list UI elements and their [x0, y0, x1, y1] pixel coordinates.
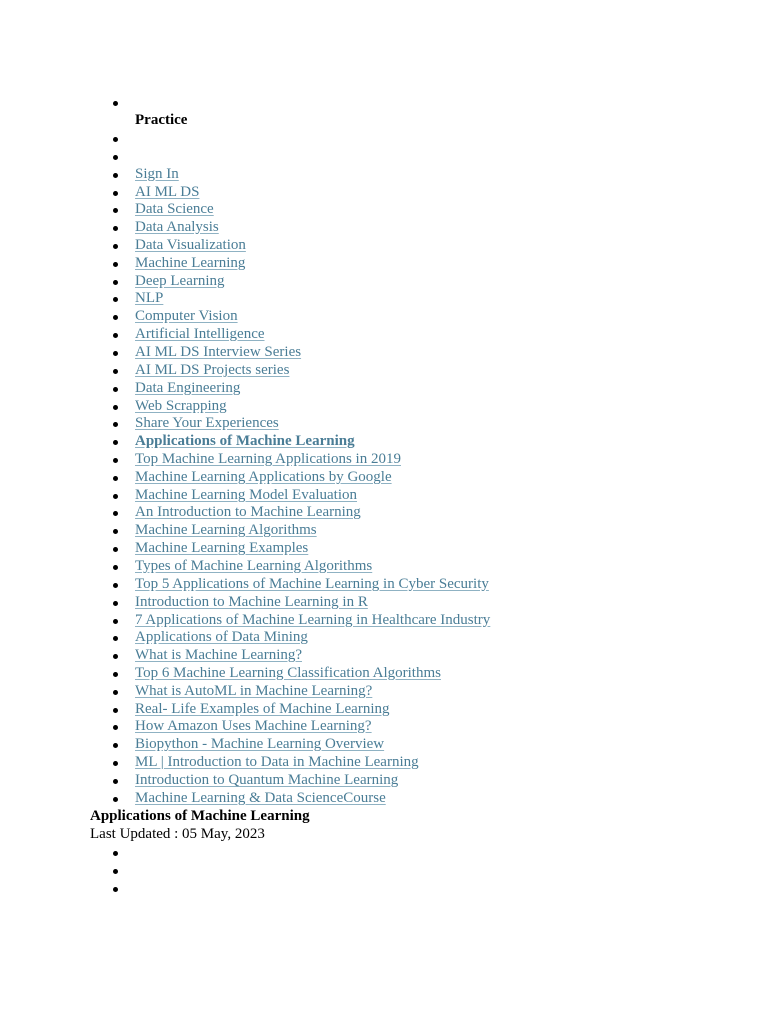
article-title: Applications of Machine Learning [90, 808, 310, 824]
list-item [0, 325, 768, 343]
list-item [0, 539, 768, 557]
nav-link-data-analysis[interactable]: Data Analysis [135, 219, 219, 235]
nav-link-types-of-ml-algorithms[interactable]: Types of Machine Learning Algorithms [135, 558, 373, 574]
list-item [0, 753, 768, 771]
nav-link-ml-cyber-security[interactable]: Top 5 Applications of Machine Learning in Cyber Security [135, 576, 489, 592]
nav-link-intro-to-ml[interactable]: An Introduction to Machine Learning [135, 504, 361, 520]
nav-link-computer-vision[interactable]: Computer Vision [135, 308, 238, 324]
list-bullet [0, 129, 768, 147]
list-item [0, 432, 768, 450]
nav-link-top-ml-applications-2019[interactable]: Top Machine Learning Applications in 2019 [135, 451, 401, 467]
list-item [0, 611, 768, 629]
nav-link-ml-in-r[interactable]: Introduction to Machine Learning in R [135, 594, 368, 610]
list-item [0, 468, 768, 486]
nav-link-machine-learning[interactable]: Machine Learning [135, 255, 246, 271]
list-item [0, 486, 768, 504]
nav-link-ml-data-intro[interactable]: ML | Introduction to Data in Machine Learning [135, 754, 419, 770]
list-item [0, 414, 768, 432]
list-item [0, 503, 768, 521]
nav-link-projects-series[interactable]: AI ML DS Projects series [135, 362, 290, 378]
nav-link-ml-healthcare[interactable]: 7 Applications of Machine Learning in Healthcare Industry [135, 612, 491, 628]
list-item [0, 218, 768, 236]
list-item [0, 343, 768, 361]
list-bullet [0, 93, 768, 111]
nav-link-classification-algorithms[interactable]: Top 6 Machine Learning Classification Algorithms [135, 665, 441, 681]
nav-link-deep-learning[interactable]: Deep Learning [135, 273, 225, 289]
list-item [0, 682, 768, 700]
list-item [0, 272, 768, 290]
list-item [0, 593, 768, 611]
nav-link-artificial-intelligence[interactable]: Artificial Intelligence [135, 326, 265, 342]
list-item [0, 289, 768, 307]
nav-link-amazon-ml[interactable]: How Amazon Uses Machine Learning? [135, 718, 372, 734]
nav-link-biopython[interactable]: Biopython - Machine Learning Overview [135, 736, 385, 752]
nav-link-sign-in[interactable]: Sign In [135, 166, 179, 182]
nav-link-data-engineering[interactable]: Data Engineering [135, 380, 241, 396]
nav-link-ml-ds-course[interactable]: Machine Learning & Data ScienceCourse [135, 790, 386, 806]
list-item [0, 361, 768, 379]
nav-link-data-visualization[interactable]: Data Visualization [135, 237, 246, 253]
nav-link-ml-examples[interactable]: Machine Learning Examples [135, 540, 309, 556]
list-item [0, 165, 768, 183]
list-item [0, 450, 768, 468]
list-item [0, 575, 768, 593]
nav-link-ml-applications-google[interactable]: Machine Learning Applications by Google [135, 469, 392, 485]
list-item [0, 771, 768, 789]
list-bullet [0, 861, 768, 879]
nav-link-nlp[interactable]: NLP [135, 290, 164, 306]
list-bullet [0, 879, 768, 897]
list-item [0, 735, 768, 753]
nav-link-real-life-examples[interactable]: Real- Life Examples of Machine Learning [135, 701, 390, 717]
list-item [0, 789, 768, 807]
nav-link-ml-algorithms[interactable]: Machine Learning Algorithms [135, 522, 317, 538]
nav-link-share-experiences[interactable]: Share Your Experiences [135, 415, 279, 431]
nav-link-quantum-ml[interactable]: Introduction to Quantum Machine Learning [135, 772, 399, 788]
list-item [0, 557, 768, 575]
nav-link-data-science[interactable]: Data Science [135, 201, 214, 217]
list-item [0, 254, 768, 272]
list-item [0, 183, 768, 201]
list-item [0, 664, 768, 682]
list-bullet [0, 147, 768, 165]
list-item [0, 628, 768, 646]
list-item [0, 700, 768, 718]
list-item [0, 397, 768, 415]
list-item [0, 200, 768, 218]
list-bullet [0, 843, 768, 861]
list-item [0, 646, 768, 664]
nav-link-automl[interactable]: What is AutoML in Machine Learning? [135, 683, 373, 699]
nav-link-ml-model-evaluation[interactable]: Machine Learning Model Evaluation [135, 487, 358, 503]
last-updated: Last Updated : 05 May, 2023 [90, 826, 265, 842]
nav-link-web-scrapping[interactable]: Web Scrapping [135, 398, 227, 414]
nav-link-what-is-ml[interactable]: What is Machine Learning? [135, 647, 303, 663]
practice-label: Practice [135, 112, 188, 128]
list-item [0, 236, 768, 254]
list-item [0, 307, 768, 325]
nav-link-data-mining[interactable]: Applications of Data Mining [135, 629, 308, 645]
nav-link-interview-series[interactable]: AI ML DS Interview Series [135, 344, 302, 360]
list-item [0, 379, 768, 397]
nav-link-applications-of-ml-active[interactable]: Applications of Machine Learning [135, 433, 355, 449]
list-item [0, 521, 768, 539]
nav-link-ai-ml-ds[interactable]: AI ML DS [135, 184, 200, 200]
list-item [0, 717, 768, 735]
